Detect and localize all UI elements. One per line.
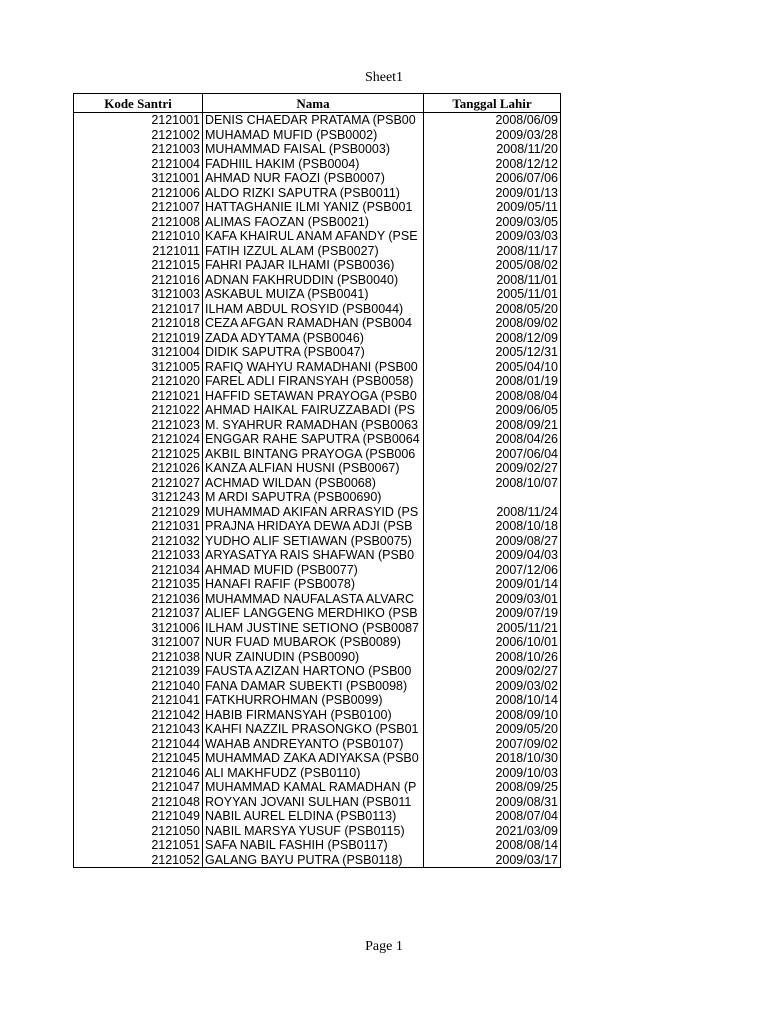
table-row [74, 360, 561, 375]
cell-nama: ACHMAD WILDAN (PSB0068) [203, 476, 424, 491]
cell-kode-santri: 2121031 [74, 519, 203, 534]
table-row [74, 505, 561, 520]
cell-tanggal-lahir: 2009/08/31 [424, 795, 561, 810]
table-row [74, 490, 561, 505]
table-row [74, 621, 561, 636]
table-row [74, 200, 561, 215]
cell-nama: ASKABUL MUIZA (PSB0041) [203, 287, 424, 302]
cell-nama: HATTAGHANIE ILMI YANIZ (PSB001 [203, 200, 424, 215]
cell-kode-santri: 2121032 [74, 534, 203, 549]
cell-kode-santri: 2121027 [74, 476, 203, 491]
cell-nama: AKBIL BINTANG PRAYOGA (PSB006 [203, 447, 424, 462]
cell-kode-santri: 2121003 [74, 142, 203, 157]
table-row [74, 476, 561, 491]
cell-nama: AHMAD MUFID (PSB0077) [203, 563, 424, 578]
cell-kode-santri: 2121024 [74, 432, 203, 447]
cell-tanggal-lahir: 2008/04/26 [424, 432, 561, 447]
cell-nama: MUHAMMAD AKIFAN ARRASYID (PS [203, 505, 424, 520]
cell-nama: FAREL ADLI FIRANSYAH (PSB0058) [203, 374, 424, 389]
cell-tanggal-lahir: 2009/03/17 [424, 853, 561, 868]
cell-tanggal-lahir: 2008/08/14 [424, 838, 561, 853]
cell-kode-santri: 2121022 [74, 403, 203, 418]
cell-tanggal-lahir: 2009/03/05 [424, 215, 561, 230]
table-row [74, 128, 561, 143]
cell-kode-santri: 2121034 [74, 563, 203, 578]
table-row [74, 142, 561, 157]
table-row [74, 693, 561, 708]
cell-kode-santri: 3121006 [74, 621, 203, 636]
table-row [74, 302, 561, 317]
cell-kode-santri: 2121015 [74, 258, 203, 273]
table-row [74, 809, 561, 824]
cell-nama: FATIH IZZUL ALAM (PSB0027) [203, 244, 424, 259]
cell-nama: SAFA NABIL FASHIH (PSB0117) [203, 838, 424, 853]
cell-kode-santri: 2121049 [74, 809, 203, 824]
column-header-kode-santri: Kode Santri [74, 94, 203, 113]
table-row [74, 432, 561, 447]
table-row [74, 113, 561, 128]
table-row [74, 461, 561, 476]
cell-nama: ZADA ADYTAMA (PSB0046) [203, 331, 424, 346]
cell-kode-santri: 2121023 [74, 418, 203, 433]
cell-kode-santri: 2121042 [74, 708, 203, 723]
table-row [74, 273, 561, 288]
cell-nama: KAFA KHAIRUL ANAM AFANDY (PSE [203, 229, 424, 244]
cell-tanggal-lahir: 2006/07/06 [424, 171, 561, 186]
cell-kode-santri: 2121041 [74, 693, 203, 708]
cell-tanggal-lahir: 2005/04/10 [424, 360, 561, 375]
cell-kode-santri: 2121007 [74, 200, 203, 215]
cell-kode-santri: 2121044 [74, 737, 203, 752]
table-row [74, 258, 561, 273]
cell-tanggal-lahir: 2008/10/26 [424, 650, 561, 665]
cell-nama: NUR ZAINUDIN (PSB0090) [203, 650, 424, 665]
cell-nama: NABIL MARSYA YUSUF (PSB0115) [203, 824, 424, 839]
page-footer: Page 1 [365, 939, 403, 954]
cell-tanggal-lahir: 2009/05/11 [424, 200, 561, 215]
cell-nama: NABIL AUREL ELDINA (PSB0113) [203, 809, 424, 824]
table-row [74, 650, 561, 665]
cell-tanggal-lahir: 2009/02/27 [424, 461, 561, 476]
table-row [74, 853, 561, 868]
table-row [74, 679, 561, 694]
table-row [74, 215, 561, 230]
student-table [73, 93, 561, 868]
table-row [74, 838, 561, 853]
cell-kode-santri: 2121011 [74, 244, 203, 259]
cell-tanggal-lahir: 2008/11/17 [424, 244, 561, 259]
cell-tanggal-lahir: 2009/03/02 [424, 679, 561, 694]
cell-nama: FANA DAMAR SUBEKTI (PSB0098) [203, 679, 424, 694]
cell-nama: HANAFI RAFIF (PSB0078) [203, 577, 424, 592]
cell-kode-santri: 3121003 [74, 287, 203, 302]
cell-kode-santri: 2121047 [74, 780, 203, 795]
table-row [74, 708, 561, 723]
cell-tanggal-lahir: 2009/03/28 [424, 128, 561, 143]
table-row [74, 331, 561, 346]
cell-nama: FATKHURROHMAN (PSB0099) [203, 693, 424, 708]
cell-kode-santri: 3121001 [74, 171, 203, 186]
table-row [74, 287, 561, 302]
cell-tanggal-lahir: 2007/06/04 [424, 447, 561, 462]
cell-tanggal-lahir: 2005/11/01 [424, 287, 561, 302]
cell-nama: ADNAN FAKHRUDDIN (PSB0040) [203, 273, 424, 288]
cell-kode-santri: 3121004 [74, 345, 203, 360]
cell-nama: MUHAMMAD ZAKA ADIYAKSA (PSB0 [203, 751, 424, 766]
table-row [74, 389, 561, 404]
cell-tanggal-lahir: 2008/09/10 [424, 708, 561, 723]
cell-kode-santri: 3121005 [74, 360, 203, 375]
cell-kode-santri: 2121018 [74, 316, 203, 331]
cell-kode-santri: 2121025 [74, 447, 203, 462]
cell-nama: MUHAMMAD KAMAL RAMADHAN (P [203, 780, 424, 795]
cell-nama: GALANG BAYU PUTRA (PSB0118) [203, 853, 424, 868]
cell-tanggal-lahir: 2007/12/06 [424, 563, 561, 578]
table-body [74, 113, 561, 868]
cell-tanggal-lahir: 2008/09/21 [424, 418, 561, 433]
cell-kode-santri: 2121052 [74, 853, 203, 868]
cell-tanggal-lahir: 2009/01/13 [424, 186, 561, 201]
table-row [74, 606, 561, 621]
table-row [74, 635, 561, 650]
cell-kode-santri: 2121019 [74, 331, 203, 346]
cell-tanggal-lahir: 2009/07/19 [424, 606, 561, 621]
cell-nama: ALIMAS FAOZAN (PSB0021) [203, 215, 424, 230]
cell-nama: FAHRI PAJAR ILHAMI (PSB0036) [203, 258, 424, 273]
cell-nama: ALI MAKHFUDZ (PSB0110) [203, 766, 424, 781]
cell-kode-santri: 2121002 [74, 128, 203, 143]
cell-nama: HAFFID SETAWAN PRAYOGA (PSB0 [203, 389, 424, 404]
cell-nama: ALIEF LANGGENG MERDHIKO (PSB [203, 606, 424, 621]
table-row [74, 403, 561, 418]
cell-tanggal-lahir: 2008/06/09 [424, 113, 561, 128]
cell-kode-santri: 2121020 [74, 374, 203, 389]
cell-kode-santri: 2121006 [74, 186, 203, 201]
cell-tanggal-lahir: 2021/03/09 [424, 824, 561, 839]
column-header-nama: Nama [203, 94, 424, 113]
cell-nama: DENIS CHAEDAR PRATAMA (PSB00 [203, 113, 424, 128]
cell-kode-santri: 2121035 [74, 577, 203, 592]
cell-kode-santri: 2121050 [74, 824, 203, 839]
cell-nama: MUHAMAD MUFID (PSB0002) [203, 128, 424, 143]
cell-kode-santri: 2121026 [74, 461, 203, 476]
cell-kode-santri: 2121010 [74, 229, 203, 244]
cell-tanggal-lahir: 2009/05/20 [424, 722, 561, 737]
table-row [74, 592, 561, 607]
cell-tanggal-lahir: 2009/08/27 [424, 534, 561, 549]
cell-nama: AHMAD NUR FAOZI (PSB0007) [203, 171, 424, 186]
cell-tanggal-lahir: 2009/03/03 [424, 229, 561, 244]
cell-kode-santri: 2121043 [74, 722, 203, 737]
cell-kode-santri: 2121045 [74, 751, 203, 766]
cell-kode-santri: 2121038 [74, 650, 203, 665]
cell-kode-santri: 2121004 [74, 157, 203, 172]
cell-tanggal-lahir: 2008/05/20 [424, 302, 561, 317]
cell-tanggal-lahir: 2018/10/30 [424, 751, 561, 766]
cell-nama: KAHFI NAZZIL PRASONGKO (PSB01 [203, 722, 424, 737]
cell-tanggal-lahir: 2009/04/03 [424, 548, 561, 563]
cell-kode-santri: 2121001 [74, 113, 203, 128]
cell-nama: CEZA AFGAN RAMADHAN (PSB004 [203, 316, 424, 331]
cell-tanggal-lahir: 2008/10/18 [424, 519, 561, 534]
cell-nama: DIDIK SAPUTRA (PSB0047) [203, 345, 424, 360]
table-row [74, 751, 561, 766]
table-row [74, 316, 561, 331]
table-row [74, 824, 561, 839]
cell-nama: ARYASATYA RAIS SHAFWAN (PSB0 [203, 548, 424, 563]
table-row [74, 447, 561, 462]
cell-tanggal-lahir: 2005/11/21 [424, 621, 561, 636]
table-row [74, 374, 561, 389]
table-row [74, 229, 561, 244]
cell-nama: MUHAMMAD FAISAL (PSB0003) [203, 142, 424, 157]
cell-nama: AHMAD HAIKAL FAIRUZZABADI (PS [203, 403, 424, 418]
cell-tanggal-lahir: 2008/12/12 [424, 157, 561, 172]
cell-tanggal-lahir: 2007/09/02 [424, 737, 561, 752]
cell-tanggal-lahir: 2008/09/02 [424, 316, 561, 331]
sheet-title: Sheet1 [364, 70, 404, 85]
cell-kode-santri: 2121037 [74, 606, 203, 621]
cell-nama: KANZA ALFIAN HUSNI (PSB0067) [203, 461, 424, 476]
cell-kode-santri: 2121033 [74, 548, 203, 563]
cell-kode-santri: 2121051 [74, 838, 203, 853]
cell-kode-santri: 2121036 [74, 592, 203, 607]
cell-tanggal-lahir: 2008/09/25 [424, 780, 561, 795]
table-row [74, 795, 561, 810]
table-row [74, 664, 561, 679]
table-row [74, 418, 561, 433]
cell-kode-santri: 2121029 [74, 505, 203, 520]
table-row [74, 563, 561, 578]
cell-tanggal-lahir: 2008/12/09 [424, 331, 561, 346]
cell-kode-santri: 2121017 [74, 302, 203, 317]
cell-tanggal-lahir: 2005/08/02 [424, 258, 561, 273]
table-row [74, 577, 561, 592]
cell-tanggal-lahir: 2008/11/24 [424, 505, 561, 520]
cell-kode-santri: 2121021 [74, 389, 203, 404]
cell-tanggal-lahir: 2009/06/05 [424, 403, 561, 418]
cell-tanggal-lahir: 2006/10/01 [424, 635, 561, 650]
cell-nama: NUR FUAD MUBAROK (PSB0089) [203, 635, 424, 650]
cell-tanggal-lahir: 2009/10/03 [424, 766, 561, 781]
table-row [74, 766, 561, 781]
cell-tanggal-lahir [424, 490, 561, 505]
cell-tanggal-lahir: 2009/01/14 [424, 577, 561, 592]
cell-nama: ALDO RIZKI SAPUTRA (PSB0011) [203, 186, 424, 201]
cell-kode-santri: 2121040 [74, 679, 203, 694]
cell-nama: PRAJNA HRIDAYA DEWA ADJI (PSB [203, 519, 424, 534]
cell-nama: ILHAM JUSTINE SETIONO (PSB0087 [203, 621, 424, 636]
table-row [74, 737, 561, 752]
cell-tanggal-lahir: 2005/12/31 [424, 345, 561, 360]
cell-nama: ENGGAR RAHE SAPUTRA (PSB0064 [203, 432, 424, 447]
cell-nama: MUHAMMAD NAUFALASTA ALVARC [203, 592, 424, 607]
table-row [74, 780, 561, 795]
cell-nama: M ARDI SAPUTRA (PSB00690) [203, 490, 424, 505]
cell-nama: FAUSTA AZIZAN HARTONO (PSB00 [203, 664, 424, 679]
table-row [74, 519, 561, 534]
table-row [74, 534, 561, 549]
table-row [74, 548, 561, 563]
cell-tanggal-lahir: 2008/10/14 [424, 693, 561, 708]
table-row [74, 171, 561, 186]
cell-kode-santri: 2121046 [74, 766, 203, 781]
cell-tanggal-lahir: 2009/03/01 [424, 592, 561, 607]
cell-tanggal-lahir: 2008/11/01 [424, 273, 561, 288]
cell-tanggal-lahir: 2008/01/19 [424, 374, 561, 389]
cell-nama: M. SYAHRUR RAMADHAN (PSB0063 [203, 418, 424, 433]
cell-nama: ROYYAN JOVANI SULHAN (PSB011 [203, 795, 424, 810]
column-header-tanggal-lahir: Tanggal Lahir [424, 94, 561, 113]
cell-tanggal-lahir: 2008/10/07 [424, 476, 561, 491]
cell-kode-santri: 3121243 [74, 490, 203, 505]
table-header-row [74, 94, 561, 113]
table-row [74, 186, 561, 201]
cell-kode-santri: 2121048 [74, 795, 203, 810]
cell-kode-santri: 2121008 [74, 215, 203, 230]
cell-kode-santri: 2121039 [74, 664, 203, 679]
cell-tanggal-lahir: 2008/07/04 [424, 809, 561, 824]
cell-nama: RAFIQ WAHYU RAMADHANI (PSB00 [203, 360, 424, 375]
cell-nama: ILHAM ABDUL ROSYID (PSB0044) [203, 302, 424, 317]
table-row [74, 244, 561, 259]
cell-tanggal-lahir: 2008/11/20 [424, 142, 561, 157]
cell-kode-santri: 3121007 [74, 635, 203, 650]
cell-nama: WAHAB ANDREYANTO (PSB0107) [203, 737, 424, 752]
table-row [74, 157, 561, 172]
table-row [74, 722, 561, 737]
cell-tanggal-lahir: 2008/08/04 [424, 389, 561, 404]
cell-nama: YUDHO ALIF SETIAWAN (PSB0075) [203, 534, 424, 549]
cell-nama: FADHIIL HAKIM (PSB0004) [203, 157, 424, 172]
cell-kode-santri: 2121016 [74, 273, 203, 288]
cell-tanggal-lahir: 2009/02/27 [424, 664, 561, 679]
cell-nama: HABIB FIRMANSYAH (PSB0100) [203, 708, 424, 723]
table-row [74, 345, 561, 360]
